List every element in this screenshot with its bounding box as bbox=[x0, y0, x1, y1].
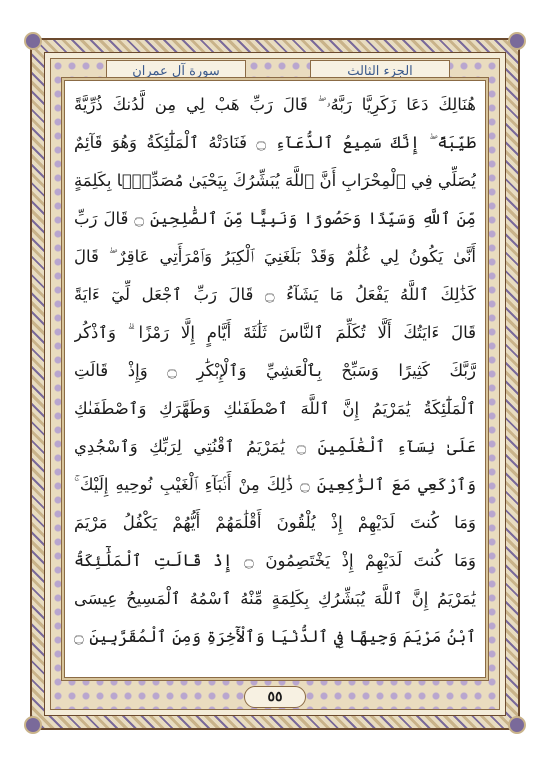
verse-line: ٱبْنُ مَرْيَمَ وَجِيهًا فِي ٱلدُّنْيَا وَٱلْأٓخِرَةِ وَمِنَ ٱلْمُقَرَّبِينَ ۝ bbox=[74, 627, 476, 646]
corner-ornament-icon bbox=[24, 716, 42, 734]
corner-ornament-icon bbox=[24, 32, 42, 50]
surah-label: سورة آل عمران bbox=[106, 60, 246, 82]
verse-line: وَمَا كُنتَ لَدَيْهِمْ إِذْ يُلْقُونَ أَقْلَٰمَهُمْ أَيُّهُمْ يَكْفُلُ مَرْيَمَ bbox=[74, 513, 476, 532]
verse-line: أَنَّىٰ يَكُونُ لِي غُلَٰمٌ وَقَدْ بَلَغَنِيَ ٱلْكِبَرُ وَٱمْرَأَتِي عَاقِرٌ ۖ قَالَ bbox=[74, 247, 476, 266]
verse-line: يَٰمَرْيَمُ إِنَّ ٱللَّهَ يُبَشِّرُكِ بِكَلِمَةٍ مِّنْهُ ٱسْمُهُ ٱلْمَسِيحُ عِيسَى bbox=[74, 589, 476, 608]
verse-line: عَلَىٰ نِسَآءِ ٱلْعَٰلَمِينَ ۝ يَٰمَرْيَمُ ٱقْنُتِي لِرَبِّكِ وَٱسْجُدِي bbox=[74, 437, 476, 456]
verse-line: رَّبَّكَ كَثِيرًا وَسَبِّحْ بِٱلْعَشِيِّ وَٱلْإِبْكَٰرِ ۝ وَإِذْ قَالَتِ bbox=[74, 361, 476, 380]
corner-ornament-icon bbox=[508, 716, 526, 734]
verse-line: كَذَٰلِكَ ٱللَّهُ يَفْعَلُ مَا يَشَآءُ ۝ قَالَ رَبِّ ٱجْعَل لِّيٓ ءَايَةً bbox=[74, 285, 476, 304]
verse-line: وَمَا كُنتَ لَدَيْهِمْ إِذْ يَخْتَصِمُونَ ۝ إِذْ قَالَتِ ٱلْمَلَٰٓئِكَةُ bbox=[74, 551, 476, 570]
verse-line: قَالَ ءَايَتُكَ أَلَّا تُكَلِّمَ ٱلنَّاسَ ثَلَٰثَةَ أَيَّامٍ إِلَّا رَمْزًا ۗ وَٱذْكُر bbox=[74, 323, 476, 342]
verse-line: طَيِّبَةً ۖ إِنَّكَ سَمِيعُ ٱلدُّعَآءِ ۝ فَنَادَتْهُ ٱلْمَلَٰٓئِكَةُ وَهُوَ قَآئِمٌ bbox=[74, 133, 476, 152]
verse-line: هُنَالِكَ دَعَا زَكَرِيَّا رَبَّهُۥ ۖ قَالَ رَبِّ هَبْ لِي مِن لَّدُنكَ ذُرِّيَّةً bbox=[74, 95, 476, 114]
verse-line: ٱلْمَلَٰٓئِكَةُ يَٰمَرْيَمُ إِنَّ ٱللَّهَ ٱصْطَفَىٰكِ وَطَهَّرَكِ وَٱصْطَفَىٰكِ bbox=[74, 399, 476, 418]
verse-line: مِّنَ ٱللَّهِ وَسَيِّدًا وَحَصُورًا وَنَبِيًّا مِّنَ ٱلصَّٰلِحِينَ ۝ قَالَ رَبِّ bbox=[74, 209, 476, 228]
corner-ornament-icon bbox=[508, 32, 526, 50]
verse-line: يُصَلِّي فِي ٱلْمِحْرَابِ أَنَّ ٱللَّهَ يُبَشِّرُكَ بِيَحْيَىٰ مُصَدِّقًۢا بِكَلِمَةٍ bbox=[74, 171, 476, 190]
juz-label: الجزء الثالث bbox=[310, 60, 450, 82]
page-number: ٥٥ bbox=[244, 686, 306, 708]
verse-line: وَٱرْكَعِي مَعَ ٱلرَّٰكِعِينَ ۝ ذَٰلِكَ مِنْ أَنۢبَآءِ ٱلْغَيْبِ نُوحِيهِ إِلَيْكَ ۚ bbox=[74, 475, 476, 494]
